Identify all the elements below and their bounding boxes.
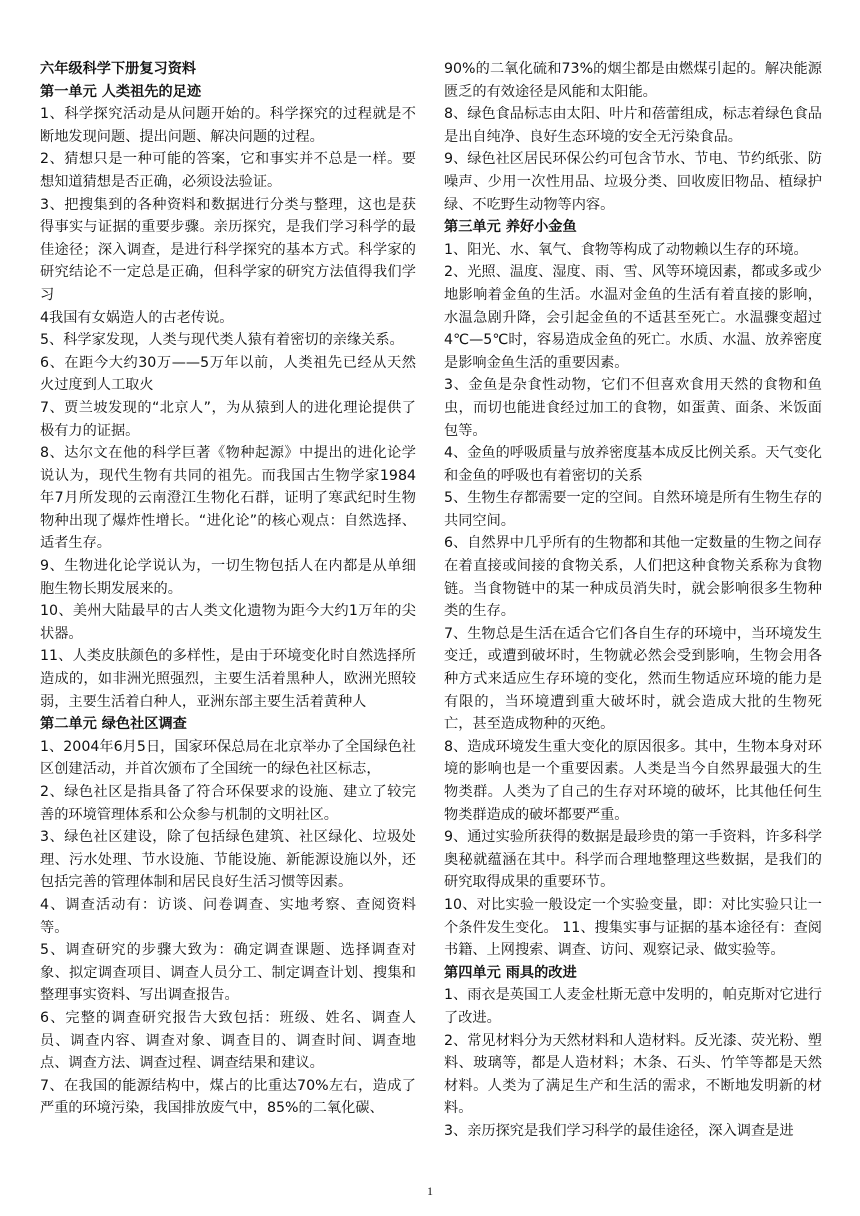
list-item: 7、在我国的能源结构中，煤占的比重达70%左右，造成了严重的环境污染，我国排放废气中，85%的二氧化碳、	[40, 1077, 416, 1117]
list-item: 9、绿色社区居民环保公约可包含节水、节电、节约纸张、防噪声、少用一次性用品、垃圾分类、回收废旧物品、植绿护绿、不吃野生动物等内容。	[444, 151, 822, 213]
list-item: 5、生物生存都需要一定的空间。自然环境是所有生物生存的共同空间。	[444, 490, 822, 529]
list-item: 6、完整的调查研究报告大致包括：班级、姓名、调查人员、调查内容、调查对象、调查目的、调查时间、调查地点、调查方法、调查过程、调查结果和建议。	[40, 1009, 416, 1072]
list-item: 9、生物进化论学说认为，一切生物包括人在内都是从单细胞生物长期发展来的。	[40, 558, 416, 597]
list-item: 2、猜想只是一种可能的答案，它和事实并不总是一样。要想知道猜想是否正确，必须设法验证。	[40, 151, 416, 190]
unit-heading: 第一单元 人类祖先的足迹	[40, 83, 202, 100]
list-item: 5、科学家发现，人类与现代类人猿有着密切的亲缘关系。	[40, 332, 404, 349]
list-item: 1、雨衣是英国工人麦金杜斯无意中发明的，帕克斯对它进行了改进。	[444, 987, 822, 1026]
list-item: 11、人类皮肤颜色的多样性，是由于环境变化时自然选择所造成的，如非洲光照强烈，主要生活着黑种人，欧洲光照较弱，主要生活着白种人，亚洲东部主要生活着黄种人	[40, 648, 416, 710]
list-item: 1、科学探究活动是从问题开始的。科学探究的过程就是不断地发现问题、提出问题、解决问题的过程。	[40, 106, 416, 145]
list-item: 2、光照、温度、湿度、雨、雪、风等环境因素，都或多或少地影响着金鱼的生活。水温对金鱼的生活有着直接的影响，水温急剧升降，会引起金鱼的不适甚至死亡。水温骤变超过4℃—5℃时，容易造成金鱼的死亡。水质、水温、放养密度是影响金鱼生活的重要因素。	[444, 264, 822, 371]
list-item: 1、阳光、水、氧气、食物等构成了动物赖以生存的环境。	[444, 241, 808, 258]
list-item: 4、金鱼的呼吸质量与放养密度基本成反比例关系。天气变化和金鱼的呼吸也有着密切的关系	[444, 445, 822, 484]
list-item: 6、自然界中几乎所有的生物都和其他一定数量的生物之间存在着直接或间接的食物关系，人们把这种食物关系称为食物链。当食物链中的某一种成员消失时，就会影响很多生物种类的生存。	[444, 535, 822, 620]
list-item: 6、在距今大约30万——5万年以前，人类祖先已经从天然火过度到人工取火	[40, 354, 416, 394]
unit-heading: 第四单元 雨具的改进	[444, 964, 577, 981]
list-item: 4、调查活动有：访谈、问卷调查、实地考察、查阅资料等。	[40, 896, 416, 936]
list-item: 3、金鱼是杂食性动物，它们不但喜欢食用天然的食物和鱼虫，而切也能进食经过加工的食物，如蛋黄、面条、米饭面包等。	[444, 377, 822, 439]
list-item: 2、绿色社区是指具备了符合环保要求的设施、建立了较完善的环境管理体系和公众参与机制的文明社区。	[40, 784, 416, 823]
right-column	[444, 58, 822, 1143]
list-item: 1、2004年6月5日，国家环保总局在北京举办了全国绿色社区创建活动，并首次颁布了全国统一的绿色社区标志，	[40, 738, 416, 778]
list-item: 5、调查研究的步骤大致为：确定调查课题、选择调查对象、拟定调查项目、调查人员分工、制定调查计划、搜集和整理事实资料、写出调查报告。	[40, 942, 416, 1004]
list-item: 90%的二氧化硫和73%的烟尘都是由燃煤引起的。解决能源匮乏的有效途径是风能和太阳能。	[444, 61, 822, 100]
list-item: 10、对比实验一般设定一个实验变量，即：对比实验只让一个条件发生变化。 11、搜集实事与证据的基本途径有：查阅书籍、上网搜索、调查、访问、观察记录、做实验等。	[444, 896, 822, 959]
document-title: 六年级科学下册复习资料	[40, 61, 197, 77]
list-item: 3、亲历探究是我们学习科学的最佳途径，深入调查是进	[444, 1122, 794, 1139]
list-item: 7、生物总是生活在适合它们各自生存的环境中，当环境发生变迁，或遭到破坏时，生物就必然会受到影响，生物会用各种方式来适应生存环境的变化，然而生物适应环境的能力是有限的，当环境遭到重大破坏时，就会造成大批的生物死亡，甚至造成物种的灭绝。	[444, 625, 822, 733]
list-item: 8、达尔文在他的科学巨著《物种起源》中提出的进化论学说认为，现代生物有共同的祖先。而我国古生物学家1984年7月所发现的云南澄江生物化石群，证明了寒武纪时生物物种出现了爆炸性增长。“进化论”的核心观点：自然选择、适者生存。	[40, 445, 416, 552]
list-item: 7、贾兰坡发现的“北京人”，为从猿到人的进化理论提供了极有力的证据。	[40, 399, 416, 439]
list-item: 9、通过实验所获得的数据是最珍贵的第一手资料，许多科学奥秘就蕴涵在其中。科学而合理地整理这些数据，是我们的研究取得成果的重要环节。	[444, 829, 822, 891]
list-item: 8、造成环境发生重大变化的原因很多。其中，生物本身对环境的影响也是一个重要因素。人类是当今自然界最强大的生物类群。人类为了自己的生存对环境的破坏，比其他任何生物类群造成的破坏都要严重。	[444, 738, 822, 823]
list-item: 4我国有女娲造人的古老传说。	[40, 309, 234, 326]
unit-heading: 第三单元 养好小金鱼	[444, 219, 577, 236]
list-item: 8、绿色食品标志由太阳、叶片和蓓蕾组成，标志着绿色食品是出自纯净、良好生态环境的安全无污染食品。	[444, 106, 822, 145]
left-column	[40, 58, 416, 1120]
unit-heading: 第二单元 绿色社区调查	[40, 716, 187, 733]
page-number: 1	[427, 1184, 433, 1198]
list-item: 10、美州大陆最早的古人类文化遗物为距今大约1万年的尖状器。	[40, 603, 416, 642]
list-item: 3、把搜集到的各种资料和数据进行分类与整理，这也是获得事实与证据的重要步骤。亲历探究，是我们学习科学的最佳途径；深入调查，是进行科学探究的基本方式。科学家的研究结论不一定总是正确，但科学家的研究方法值得我们学习	[40, 196, 416, 303]
list-item: 3、绿色社区建设，除了包括绿色建筑、社区绿化、垃圾处理、污水处理、节水设施、节能设施、新能源设施以外，还包括完善的管理体制和居民良好生活习惯等因素。	[40, 829, 416, 891]
list-item: 2、常见材料分为天然材料和人造材料。反光漆、荧光粉、塑料、玻璃等，都是人造材料；木条、石头、竹竿等都是天然材料。人类为了满足生产和生活的需求，不断地发明新的材料。	[444, 1032, 822, 1117]
